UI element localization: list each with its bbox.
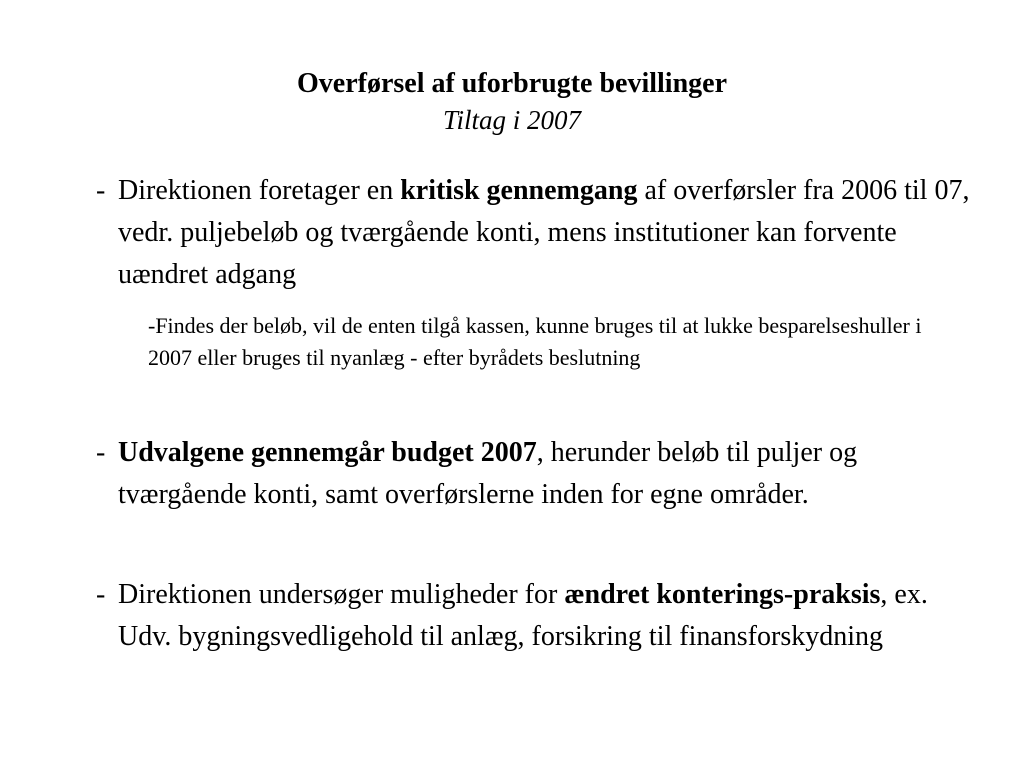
bullet-dash: -: [96, 579, 106, 610]
bullet-dash: -: [96, 175, 106, 206]
bullet-2: [96, 432, 976, 516]
bullet-dash: -: [96, 437, 106, 468]
slide-subtitle: Tiltag i 2007: [442, 105, 582, 135]
slide-title: Overførsel af uforbrugte bevillinger: [296, 68, 727, 99]
bullet-text-post: , ex. Udv. bygningsvedligehold til anlæg, forsikring til finansforskydning: [118, 579, 928, 652]
bullet-text-bold: kritisk gennemgang: [400, 175, 638, 206]
bullet-text-bold: ændret konterings-praksis: [564, 579, 881, 610]
bullet-text: [96, 432, 976, 516]
bullet-text-post: af overførsler fra 2006 til 07, vedr. puljebeløb og tværgående konti, mens institutioner kan forvente uændret adgang: [118, 175, 970, 290]
bullet-text-pre: Direktionen foretager en: [118, 175, 401, 206]
title-block: [0, 66, 1024, 138]
bullet-text: [96, 574, 976, 658]
bullet-1: [96, 170, 976, 296]
bullet-3: [96, 574, 976, 658]
bullet-text-bold: Udvalgene gennemgår budget 2007: [118, 437, 537, 468]
bullet-text: [96, 170, 976, 296]
bullet-text-post: , herunder beløb til puljer og tværgående konti, samt overførslerne inden for egne områder.: [118, 437, 858, 510]
sub-bullet: -Findes der beløb, vil de enten tilgå kassen, kunne bruges til at lukke besparelseshuller i 2007 eller bruges til nyanlæg - efter byrådets beslutning: [148, 313, 922, 370]
bullet-text-pre: Direktionen undersøger muligheder for: [118, 579, 565, 610]
